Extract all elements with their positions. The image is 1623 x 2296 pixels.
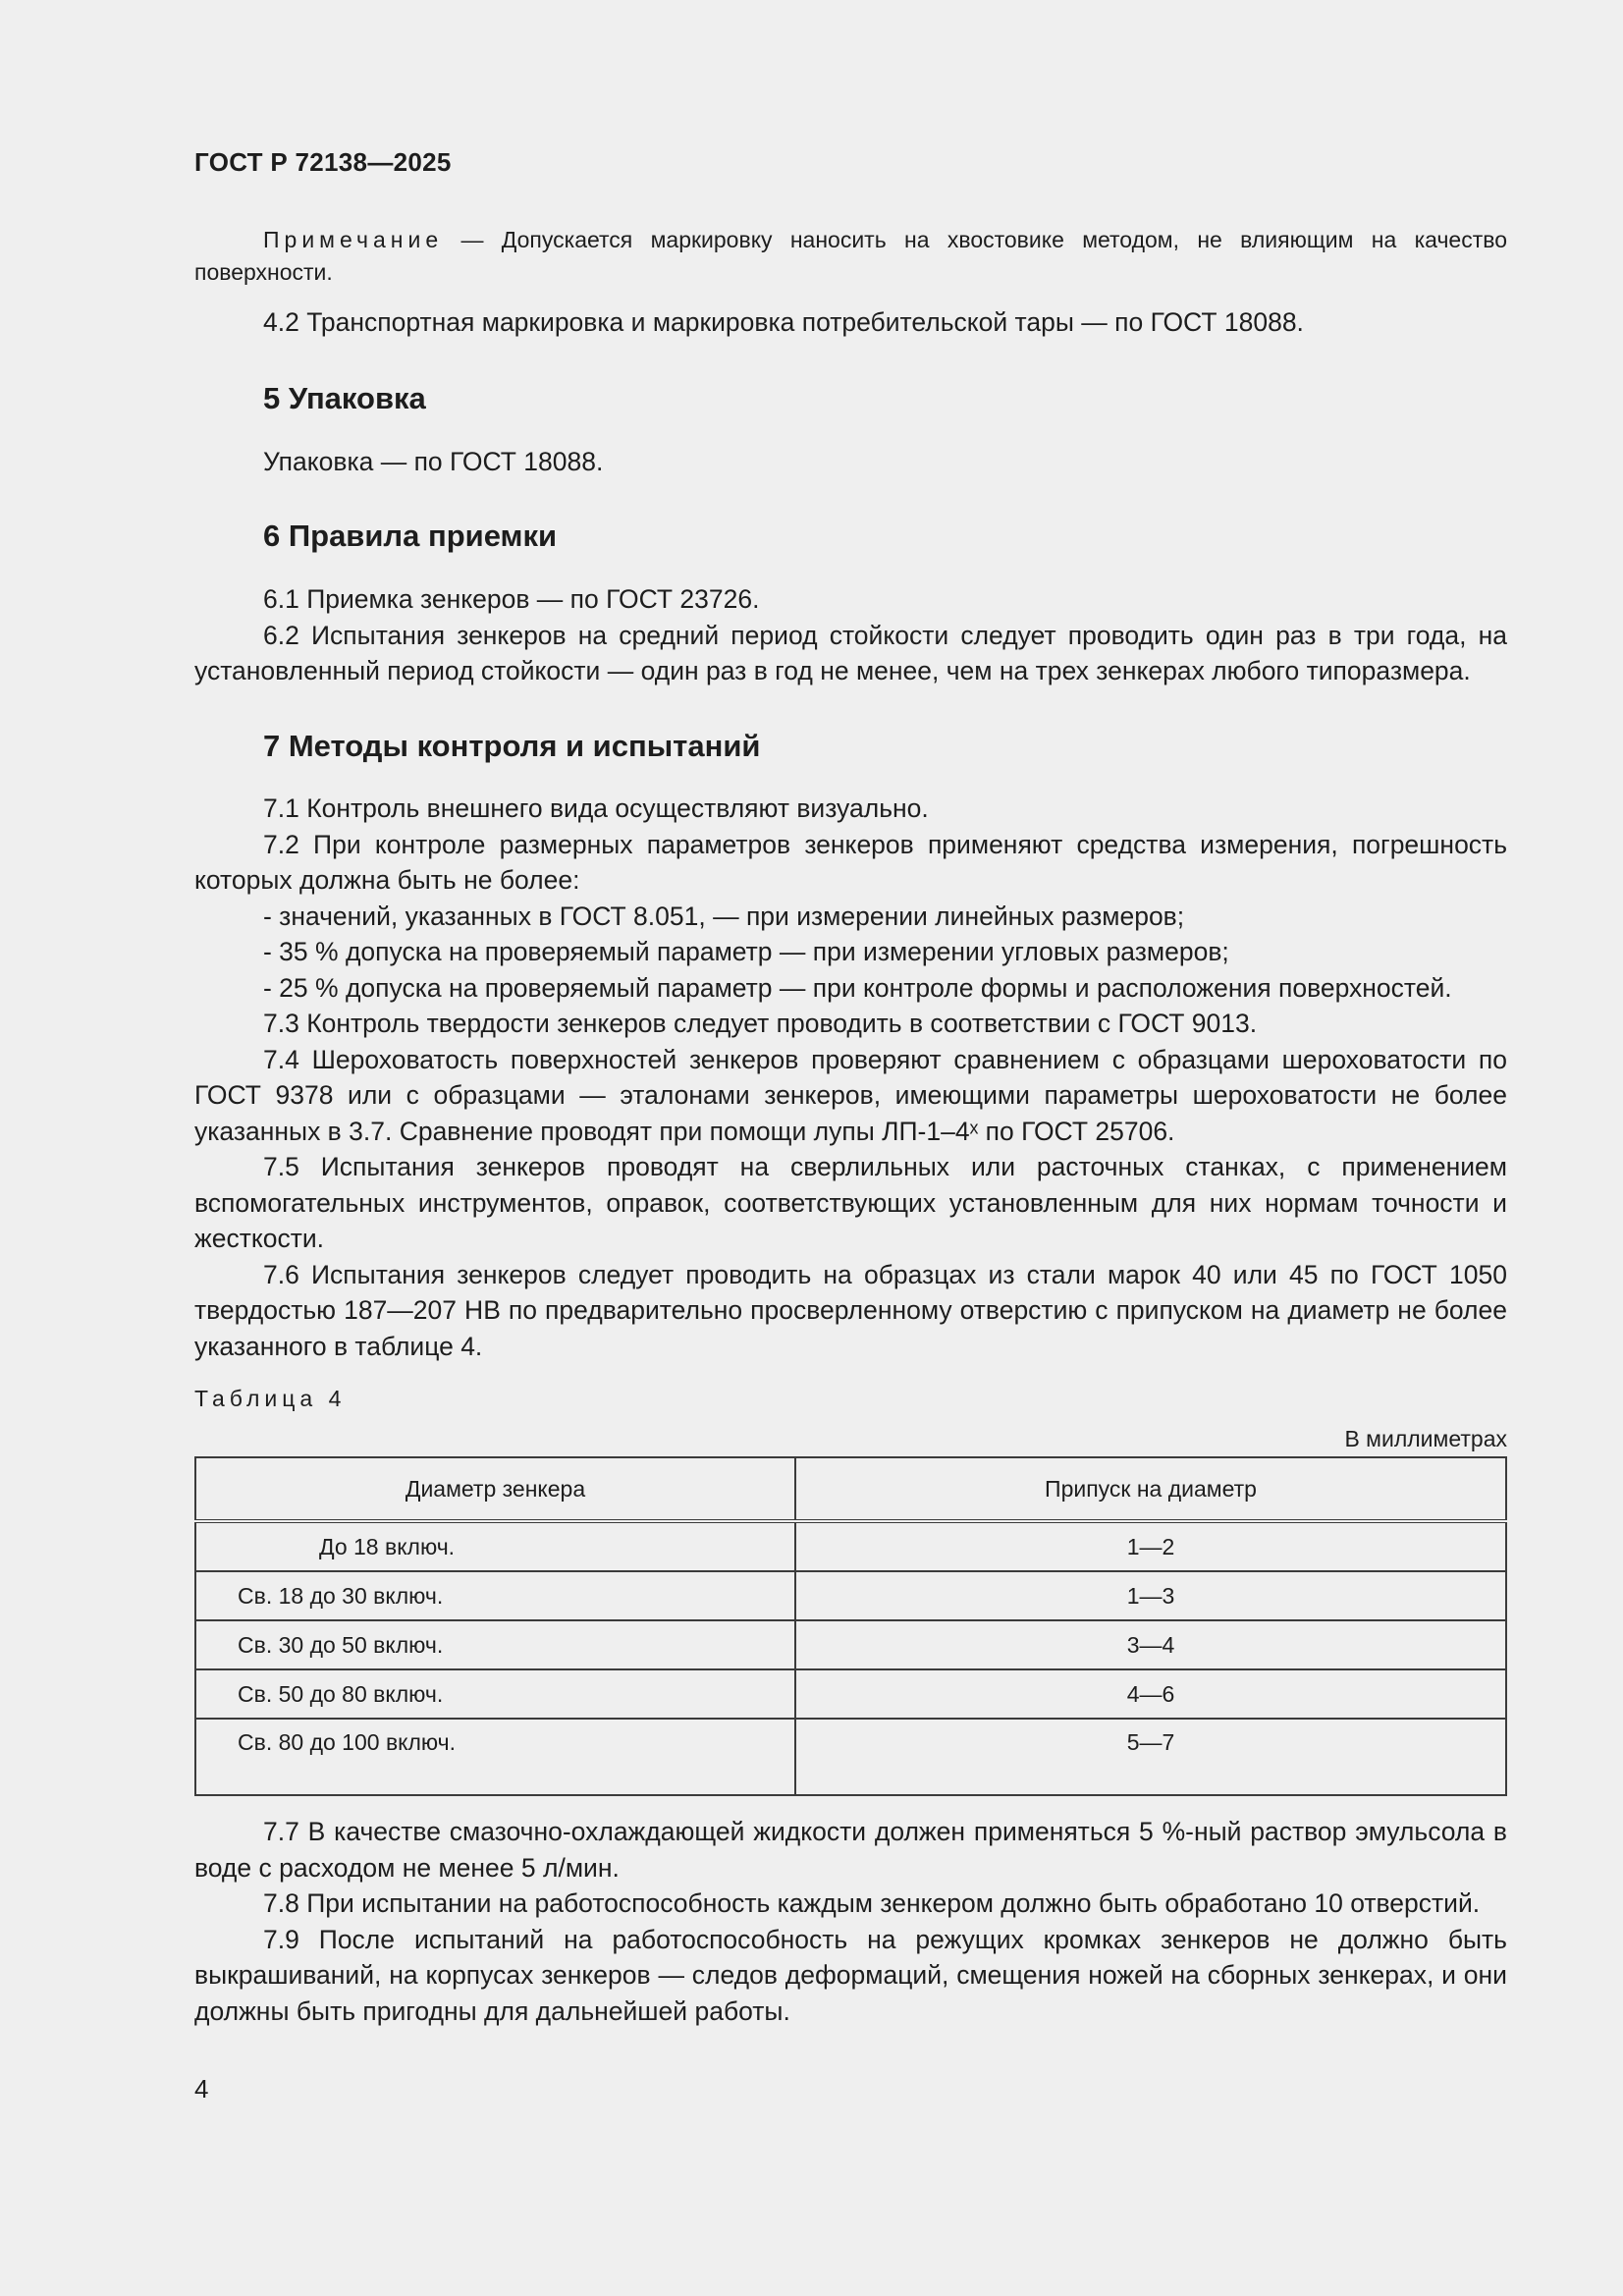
note-block [194,224,1507,289]
table-row [195,1571,1506,1620]
paragraph-7-9: 7.9 После испытаний на работоспособность на режущих кромках зенкеров не должно быть выкрашиваний, на корпусах зенкеров — следов деформаций, смещения ножей на сборных зенкерах, и они должны быть пригодны для дальнейшей работы. [194,1924,1507,2026]
diameter-cell: До 18 включ. [195,1521,795,1571]
table-4 [194,1456,1507,1796]
paragraph-4-2: 4.2 Транспортная маркировка и маркировка потребительской тары — по ГОСТ 18088. [263,307,1304,337]
table-header-row [195,1457,1506,1521]
diameter-cell: Св. 50 до 80 включ. [195,1669,795,1719]
paragraph-7-8: 7.8 При испытании на работоспособность каждым зенкером должно быть обработано 10 отверстий. [263,1888,1481,1918]
note-label: Примечание [263,227,444,252]
allowance-cell: 1—3 [795,1571,1506,1620]
paragraph-7-1: 7.1 Контроль внешнего вида осуществляют визуально. [263,793,929,823]
page-number: 4 [194,2074,209,2104]
table-row [195,1620,1506,1669]
allowance-cell: 5—7 [795,1719,1506,1795]
diameter-cell: Св. 18 до 30 включ. [195,1571,795,1620]
section-7-title: 7 Методы контроля и испытаний [263,729,761,763]
paragraph-7-3: 7.3 Контроль твердости зенкеров следует проводить в соответствии с ГОСТ 9013. [263,1009,1258,1038]
paragraph-7-6: 7.6 Испытания зенкеров следует проводить на образцах из стали марок 40 или 45 по ГОСТ 1050 твердостью 187—207 НВ по предварительно просверленному отверстию с припуском на диаметр не более указанного в таблице 4. [194,1259,1507,1361]
paragraph-7-5: 7.5 Испытания зенкеров проводят на сверлильных или расточных станках, с применением вспомогательных инструментов, оправок, соответствующих установленным для них нормам точности и жесткости. [194,1152,1507,1253]
section-6-title: 6 Правила приемки [263,519,558,553]
diameter-cell: Св. 80 до 100 включ. [195,1719,795,1795]
paragraph-6-2: 6.2 Испытания зенкеров на средний период стойкости следует проводить один раз в три года, на установленный период стойкости — один раз в год не менее, чем на трех зенкерах любого типоразмера. [194,620,1507,685]
list-item: - значений, указанных в ГОСТ 8.051, — при измерении линейных размеров; [263,901,1185,931]
paragraph-7-4: 7.4 Шероховатость поверхностей зенкеров проверяют сравнением с образцами шероховатости по ГОСТ 9378 или с образцами — эталонами зенкеров, имеющими параметры шероховатости не более указанных в 3.7. Сравнение проводят при помощи лупы ЛП-1–4ˣ по ГОСТ 25706. [194,1044,1507,1146]
paragraph-6-1: 6.1 Приемка зенкеров — по ГОСТ 23726. [263,584,760,614]
section-5-text: Упаковка — по ГОСТ 18088. [263,447,604,476]
list-item: - 25 % допуска на проверяемый параметр — при контроле формы и расположения поверхностей. [263,972,1452,1003]
section-5-title: 5 Упаковка [263,381,426,415]
list-item: - 35 % допуска на проверяемый параметр — при измерении угловых размеров; [263,937,1229,966]
table-row [195,1521,1506,1571]
note-paragraph [194,224,1507,289]
allowance-cell: 4—6 [795,1669,1506,1719]
paragraph-7-2: 7.2 При контроле размерных параметров зенкеров применяют средства измерения, погрешность которых должна быть не более: [194,829,1507,895]
table-units: В миллиметрах [1344,1426,1507,1451]
diameter-cell: Св. 30 до 50 включ. [195,1620,795,1669]
document-header: ГОСТ Р 72138—2025 [194,147,452,177]
allowance-cell: 1—2 [795,1521,1506,1571]
table-row [195,1719,1506,1795]
column-header-allowance: Припуск на диаметр [795,1457,1506,1521]
paragraph-7-7: 7.7 В качестве смазочно-охлаждающей жидкости должен применяться 5 %-ный раствор эмульсола в воде с расходом не менее 5 л/мин. [194,1817,1507,1883]
column-header-diameter: Диаметр зенкера [195,1457,795,1521]
note-text: — Допускается маркировку наносить на хвостовике методом, не влияющим на качество поверхности. [194,227,1507,285]
table-caption: Таблица 4 [194,1386,347,1411]
table-row [195,1669,1506,1719]
allowance-cell: 3—4 [795,1620,1506,1669]
